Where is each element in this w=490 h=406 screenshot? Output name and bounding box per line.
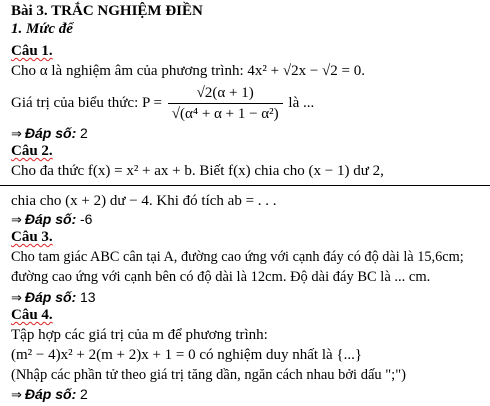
question-3-line-2: đường cao ứng với cạnh bên có độ dài là 12cm. Độ dài đáy BC là ... cm. <box>11 269 431 285</box>
answer-label: Đáp số: <box>24 289 77 305</box>
question-2-label: Câu 2. <box>11 143 53 159</box>
question-1-label: Câu 1. <box>11 43 53 59</box>
question-4-line-3: (Nhập các phần tử theo giá trị tăng dần, ngăn cách nhau bởi dấu ";") <box>11 367 406 383</box>
page-divider <box>0 185 490 186</box>
question-2-line-2: chia cho (x + 2) dư − 4. Khi đó tích ab = . . . <box>11 193 277 209</box>
question-3-answer <box>11 288 96 308</box>
answer-value: 2 <box>80 386 88 402</box>
answer-label: Đáp số: <box>24 211 77 227</box>
answer-label: Đáp số: <box>24 125 77 141</box>
implies-arrow-icon: ⇒ <box>11 127 22 142</box>
implies-arrow-icon: ⇒ <box>11 388 22 403</box>
question-1-expression <box>11 84 314 123</box>
question-4-label: Câu 4. <box>11 307 53 323</box>
question-1-line-1: Cho α là nghiệm âm của phương trình: 4x² + √2x − √2 = 0. <box>11 63 365 79</box>
question-2-answer <box>11 210 92 230</box>
question-1-prefix: Giá trị của biểu thức: P = <box>11 95 166 111</box>
question-4-line-2: (m² − 4)x² + 2(m + 2)x + 1 = 0 có nghiệm duy nhất là {...} <box>11 347 363 363</box>
implies-arrow-icon: ⇒ <box>11 213 22 228</box>
question-2-line-1: Cho đa thức f(x) = x² + ax + b. Biết f(x) chia cho (x − 1) dư 2, <box>11 163 384 179</box>
answer-label: Đáp số: <box>24 386 77 402</box>
question-1-suffix: là ... <box>284 95 315 111</box>
question-1-fraction <box>168 84 283 123</box>
question-4-answer <box>11 385 88 405</box>
fraction-denominator: √(α⁴ + α + 1 − α²) <box>171 106 279 123</box>
question-4-line-1: Tập hợp các giá trị của m để phương trình: <box>11 327 268 343</box>
level-heading: 1. Mức để <box>11 21 73 37</box>
answer-value: -6 <box>80 211 93 227</box>
fraction-numerator: √2(α + 1) <box>168 84 283 104</box>
answer-value: 13 <box>80 289 96 305</box>
question-1-answer <box>11 124 88 144</box>
implies-arrow-icon: ⇒ <box>11 291 22 306</box>
answer-value: 2 <box>80 125 88 141</box>
question-3-line-1: Cho tam giác ABC cân tại A, đường cao ứng với cạnh đáy có độ dài là 15,6cm; <box>11 249 464 265</box>
exercise-title: Bài 3. TRẮC NGHIỆM ĐIỀN <box>11 3 203 19</box>
question-3-label: Câu 3. <box>11 229 53 245</box>
